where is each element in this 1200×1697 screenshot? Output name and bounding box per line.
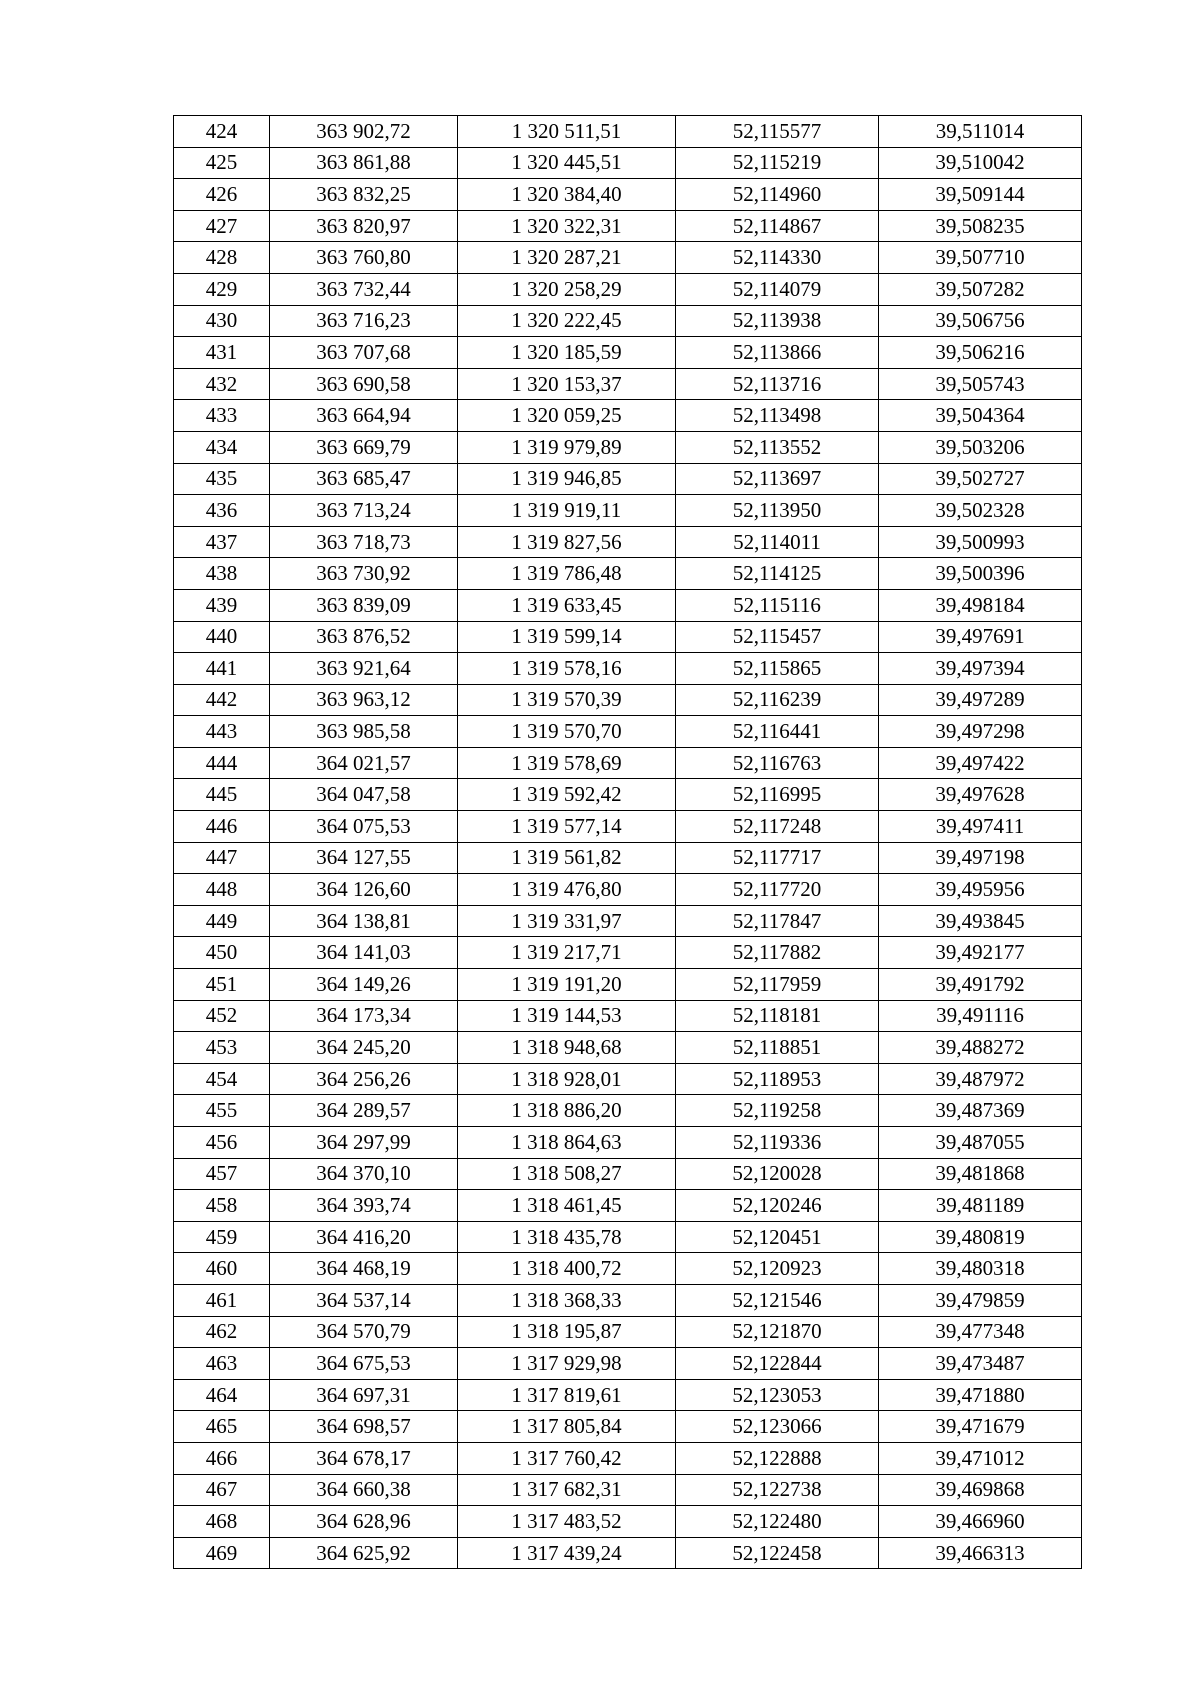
y-coordinate-cell: 1 319 217,71 [458, 937, 676, 969]
longitude-cell: 39,469868 [879, 1474, 1082, 1506]
longitude-cell: 39,506756 [879, 305, 1082, 337]
table-row [174, 1411, 1082, 1443]
longitude-cell: 39,487972 [879, 1063, 1082, 1095]
latitude-cell: 52,113716 [676, 368, 879, 400]
latitude-cell: 52,122888 [676, 1442, 879, 1474]
point-number-cell: 439 [174, 589, 270, 621]
x-coordinate-cell: 363 707,68 [270, 337, 458, 369]
longitude-cell: 39,508235 [879, 210, 1082, 242]
x-coordinate-cell: 363 713,24 [270, 495, 458, 527]
latitude-cell: 52,114079 [676, 273, 879, 305]
point-number-cell: 443 [174, 716, 270, 748]
point-number-cell: 460 [174, 1253, 270, 1285]
point-number-cell: 451 [174, 969, 270, 1001]
latitude-cell: 52,115219 [676, 147, 879, 179]
table-row [174, 937, 1082, 969]
latitude-cell: 52,118181 [676, 1000, 879, 1032]
latitude-cell: 52,123066 [676, 1411, 879, 1443]
longitude-cell: 39,507282 [879, 273, 1082, 305]
y-coordinate-cell: 1 320 445,51 [458, 147, 676, 179]
y-coordinate-cell: 1 319 919,11 [458, 495, 676, 527]
longitude-cell: 39,497289 [879, 684, 1082, 716]
latitude-cell: 52,113866 [676, 337, 879, 369]
latitude-cell: 52,115865 [676, 653, 879, 685]
point-number-cell: 458 [174, 1190, 270, 1222]
latitude-cell: 52,122844 [676, 1348, 879, 1380]
x-coordinate-cell: 364 537,14 [270, 1284, 458, 1316]
x-coordinate-cell: 363 839,09 [270, 589, 458, 621]
longitude-cell: 39,506216 [879, 337, 1082, 369]
latitude-cell: 52,121870 [676, 1316, 879, 1348]
y-coordinate-cell: 1 317 760,42 [458, 1442, 676, 1474]
point-number-cell: 437 [174, 526, 270, 558]
point-number-cell: 438 [174, 558, 270, 590]
y-coordinate-cell: 1 318 928,01 [458, 1063, 676, 1095]
longitude-cell: 39,497198 [879, 842, 1082, 874]
x-coordinate-cell: 363 716,23 [270, 305, 458, 337]
y-coordinate-cell: 1 318 368,33 [458, 1284, 676, 1316]
table-row [174, 337, 1082, 369]
table-row [174, 242, 1082, 274]
point-number-cell: 468 [174, 1506, 270, 1538]
longitude-cell: 39,497411 [879, 811, 1082, 843]
point-number-cell: 464 [174, 1379, 270, 1411]
point-number-cell: 433 [174, 400, 270, 432]
x-coordinate-cell: 364 173,34 [270, 1000, 458, 1032]
y-coordinate-cell: 1 318 864,63 [458, 1127, 676, 1159]
y-coordinate-cell: 1 319 570,70 [458, 716, 676, 748]
x-coordinate-cell: 364 127,55 [270, 842, 458, 874]
x-coordinate-cell: 364 675,53 [270, 1348, 458, 1380]
table-row [174, 684, 1082, 716]
y-coordinate-cell: 1 319 570,39 [458, 684, 676, 716]
longitude-cell: 39,497628 [879, 779, 1082, 811]
y-coordinate-cell: 1 319 599,14 [458, 621, 676, 653]
table-row [174, 905, 1082, 937]
latitude-cell: 52,113697 [676, 463, 879, 495]
longitude-cell: 39,507710 [879, 242, 1082, 274]
y-coordinate-cell: 1 319 578,16 [458, 653, 676, 685]
longitude-cell: 39,481868 [879, 1158, 1082, 1190]
y-coordinate-cell: 1 320 258,29 [458, 273, 676, 305]
point-number-cell: 444 [174, 747, 270, 779]
y-coordinate-cell: 1 319 578,69 [458, 747, 676, 779]
y-coordinate-cell: 1 319 979,89 [458, 431, 676, 463]
point-number-cell: 467 [174, 1474, 270, 1506]
point-number-cell: 426 [174, 179, 270, 211]
point-number-cell: 456 [174, 1127, 270, 1159]
table-row [174, 305, 1082, 337]
point-number-cell: 469 [174, 1537, 270, 1569]
x-coordinate-cell: 364 625,92 [270, 1537, 458, 1569]
x-coordinate-cell: 363 669,79 [270, 431, 458, 463]
table-row [174, 368, 1082, 400]
latitude-cell: 52,122480 [676, 1506, 879, 1538]
longitude-cell: 39,511014 [879, 116, 1082, 148]
longitude-cell: 39,477348 [879, 1316, 1082, 1348]
latitude-cell: 52,116763 [676, 747, 879, 779]
y-coordinate-cell: 1 320 511,51 [458, 116, 676, 148]
table-row [174, 1537, 1082, 1569]
longitude-cell: 39,471880 [879, 1379, 1082, 1411]
y-coordinate-cell: 1 318 400,72 [458, 1253, 676, 1285]
table-row [174, 1221, 1082, 1253]
longitude-cell: 39,497422 [879, 747, 1082, 779]
point-number-cell: 446 [174, 811, 270, 843]
y-coordinate-cell: 1 319 561,82 [458, 842, 676, 874]
longitude-cell: 39,500396 [879, 558, 1082, 590]
x-coordinate-cell: 363 861,88 [270, 147, 458, 179]
y-coordinate-cell: 1 318 195,87 [458, 1316, 676, 1348]
table-row [174, 1253, 1082, 1285]
x-coordinate-cell: 364 628,96 [270, 1506, 458, 1538]
y-coordinate-cell: 1 318 948,68 [458, 1032, 676, 1064]
longitude-cell: 39,466960 [879, 1506, 1082, 1538]
x-coordinate-cell: 363 664,94 [270, 400, 458, 432]
point-number-cell: 455 [174, 1095, 270, 1127]
point-number-cell: 424 [174, 116, 270, 148]
latitude-cell: 52,121546 [676, 1284, 879, 1316]
latitude-cell: 52,120246 [676, 1190, 879, 1222]
latitude-cell: 52,116441 [676, 716, 879, 748]
point-number-cell: 453 [174, 1032, 270, 1064]
y-coordinate-cell: 1 318 435,78 [458, 1221, 676, 1253]
longitude-cell: 39,503206 [879, 431, 1082, 463]
table-row [174, 1000, 1082, 1032]
x-coordinate-cell: 364 660,38 [270, 1474, 458, 1506]
x-coordinate-cell: 363 690,58 [270, 368, 458, 400]
latitude-cell: 52,118953 [676, 1063, 879, 1095]
point-number-cell: 441 [174, 653, 270, 685]
y-coordinate-cell: 1 319 786,48 [458, 558, 676, 590]
table-row [174, 431, 1082, 463]
table-row [174, 1506, 1082, 1538]
table-row [174, 1348, 1082, 1380]
x-coordinate-cell: 363 876,52 [270, 621, 458, 653]
latitude-cell: 52,115116 [676, 589, 879, 621]
point-number-cell: 452 [174, 1000, 270, 1032]
point-number-cell: 431 [174, 337, 270, 369]
x-coordinate-cell: 363 921,64 [270, 653, 458, 685]
coordinates-table-body [174, 116, 1082, 1569]
x-coordinate-cell: 363 685,47 [270, 463, 458, 495]
longitude-cell: 39,502328 [879, 495, 1082, 527]
point-number-cell: 448 [174, 874, 270, 906]
latitude-cell: 52,119258 [676, 1095, 879, 1127]
y-coordinate-cell: 1 317 929,98 [458, 1348, 676, 1380]
x-coordinate-cell: 364 697,31 [270, 1379, 458, 1411]
latitude-cell: 52,120028 [676, 1158, 879, 1190]
y-coordinate-cell: 1 317 805,84 [458, 1411, 676, 1443]
point-number-cell: 432 [174, 368, 270, 400]
longitude-cell: 39,492177 [879, 937, 1082, 969]
longitude-cell: 39,471012 [879, 1442, 1082, 1474]
point-number-cell: 459 [174, 1221, 270, 1253]
point-number-cell: 461 [174, 1284, 270, 1316]
table-row [174, 1032, 1082, 1064]
table-row [174, 653, 1082, 685]
x-coordinate-cell: 364 393,74 [270, 1190, 458, 1222]
table-row [174, 747, 1082, 779]
point-number-cell: 429 [174, 273, 270, 305]
latitude-cell: 52,118851 [676, 1032, 879, 1064]
latitude-cell: 52,114867 [676, 210, 879, 242]
point-number-cell: 436 [174, 495, 270, 527]
x-coordinate-cell: 363 832,25 [270, 179, 458, 211]
point-number-cell: 427 [174, 210, 270, 242]
table-row [174, 526, 1082, 558]
table-row [174, 1442, 1082, 1474]
table-row [174, 463, 1082, 495]
table-row [174, 716, 1082, 748]
y-coordinate-cell: 1 319 946,85 [458, 463, 676, 495]
longitude-cell: 39,487055 [879, 1127, 1082, 1159]
latitude-cell: 52,114330 [676, 242, 879, 274]
x-coordinate-cell: 364 075,53 [270, 811, 458, 843]
x-coordinate-cell: 363 820,97 [270, 210, 458, 242]
longitude-cell: 39,466313 [879, 1537, 1082, 1569]
y-coordinate-cell: 1 319 577,14 [458, 811, 676, 843]
y-coordinate-cell: 1 320 185,59 [458, 337, 676, 369]
table-row [174, 779, 1082, 811]
longitude-cell: 39,488272 [879, 1032, 1082, 1064]
y-coordinate-cell: 1 320 222,45 [458, 305, 676, 337]
latitude-cell: 52,123053 [676, 1379, 879, 1411]
table-row [174, 811, 1082, 843]
x-coordinate-cell: 364 149,26 [270, 969, 458, 1001]
y-coordinate-cell: 1 319 144,53 [458, 1000, 676, 1032]
table-row [174, 1316, 1082, 1348]
latitude-cell: 52,117882 [676, 937, 879, 969]
x-coordinate-cell: 364 678,17 [270, 1442, 458, 1474]
latitude-cell: 52,122458 [676, 1537, 879, 1569]
latitude-cell: 52,116995 [676, 779, 879, 811]
table-row [174, 1284, 1082, 1316]
table-row [174, 1190, 1082, 1222]
x-coordinate-cell: 364 138,81 [270, 905, 458, 937]
latitude-cell: 52,113950 [676, 495, 879, 527]
table-row [174, 116, 1082, 148]
y-coordinate-cell: 1 319 331,97 [458, 905, 676, 937]
x-coordinate-cell: 364 047,58 [270, 779, 458, 811]
x-coordinate-cell: 364 256,26 [270, 1063, 458, 1095]
x-coordinate-cell: 363 985,58 [270, 716, 458, 748]
latitude-cell: 52,117720 [676, 874, 879, 906]
y-coordinate-cell: 1 319 633,45 [458, 589, 676, 621]
table-row [174, 842, 1082, 874]
x-coordinate-cell: 364 698,57 [270, 1411, 458, 1443]
y-coordinate-cell: 1 320 059,25 [458, 400, 676, 432]
x-coordinate-cell: 364 021,57 [270, 747, 458, 779]
point-number-cell: 447 [174, 842, 270, 874]
longitude-cell: 39,497691 [879, 621, 1082, 653]
x-coordinate-cell: 364 245,20 [270, 1032, 458, 1064]
latitude-cell: 52,115457 [676, 621, 879, 653]
x-coordinate-cell: 364 370,10 [270, 1158, 458, 1190]
table-row [174, 558, 1082, 590]
point-number-cell: 457 [174, 1158, 270, 1190]
x-coordinate-cell: 364 416,20 [270, 1221, 458, 1253]
table-row [174, 1379, 1082, 1411]
y-coordinate-cell: 1 318 886,20 [458, 1095, 676, 1127]
table-row [174, 179, 1082, 211]
x-coordinate-cell: 363 730,92 [270, 558, 458, 590]
coordinates-table [173, 115, 1082, 1569]
y-coordinate-cell: 1 319 592,42 [458, 779, 676, 811]
point-number-cell: 465 [174, 1411, 270, 1443]
longitude-cell: 39,480318 [879, 1253, 1082, 1285]
point-number-cell: 449 [174, 905, 270, 937]
y-coordinate-cell: 1 318 461,45 [458, 1190, 676, 1222]
latitude-cell: 52,113552 [676, 431, 879, 463]
y-coordinate-cell: 1 317 819,61 [458, 1379, 676, 1411]
point-number-cell: 462 [174, 1316, 270, 1348]
point-number-cell: 435 [174, 463, 270, 495]
longitude-cell: 39,502727 [879, 463, 1082, 495]
y-coordinate-cell: 1 319 476,80 [458, 874, 676, 906]
point-number-cell: 466 [174, 1442, 270, 1474]
table-row [174, 969, 1082, 1001]
latitude-cell: 52,115577 [676, 116, 879, 148]
longitude-cell: 39,504364 [879, 400, 1082, 432]
table-row [174, 621, 1082, 653]
x-coordinate-cell: 363 963,12 [270, 684, 458, 716]
x-coordinate-cell: 364 570,79 [270, 1316, 458, 1348]
point-number-cell: 430 [174, 305, 270, 337]
longitude-cell: 39,473487 [879, 1348, 1082, 1380]
longitude-cell: 39,500993 [879, 526, 1082, 558]
table-row [174, 273, 1082, 305]
y-coordinate-cell: 1 320 384,40 [458, 179, 676, 211]
x-coordinate-cell: 364 468,19 [270, 1253, 458, 1285]
point-number-cell: 425 [174, 147, 270, 179]
latitude-cell: 52,117248 [676, 811, 879, 843]
latitude-cell: 52,116239 [676, 684, 879, 716]
longitude-cell: 39,498184 [879, 589, 1082, 621]
point-number-cell: 454 [174, 1063, 270, 1095]
longitude-cell: 39,481189 [879, 1190, 1082, 1222]
table-row [174, 589, 1082, 621]
point-number-cell: 463 [174, 1348, 270, 1380]
y-coordinate-cell: 1 320 287,21 [458, 242, 676, 274]
table-row [174, 1474, 1082, 1506]
point-number-cell: 440 [174, 621, 270, 653]
x-coordinate-cell: 364 141,03 [270, 937, 458, 969]
longitude-cell: 39,495956 [879, 874, 1082, 906]
longitude-cell: 39,471679 [879, 1411, 1082, 1443]
table-row [174, 1158, 1082, 1190]
y-coordinate-cell: 1 320 153,37 [458, 368, 676, 400]
table-row [174, 874, 1082, 906]
longitude-cell: 39,487369 [879, 1095, 1082, 1127]
longitude-cell: 39,497298 [879, 716, 1082, 748]
y-coordinate-cell: 1 317 439,24 [458, 1537, 676, 1569]
latitude-cell: 52,117847 [676, 905, 879, 937]
x-coordinate-cell: 363 732,44 [270, 273, 458, 305]
y-coordinate-cell: 1 318 508,27 [458, 1158, 676, 1190]
point-number-cell: 442 [174, 684, 270, 716]
latitude-cell: 52,117959 [676, 969, 879, 1001]
latitude-cell: 52,113498 [676, 400, 879, 432]
latitude-cell: 52,120923 [676, 1253, 879, 1285]
latitude-cell: 52,114960 [676, 179, 879, 211]
table-row [174, 147, 1082, 179]
latitude-cell: 52,114011 [676, 526, 879, 558]
latitude-cell: 52,117717 [676, 842, 879, 874]
table-row [174, 495, 1082, 527]
latitude-cell: 52,113938 [676, 305, 879, 337]
x-coordinate-cell: 364 126,60 [270, 874, 458, 906]
longitude-cell: 39,491116 [879, 1000, 1082, 1032]
longitude-cell: 39,497394 [879, 653, 1082, 685]
x-coordinate-cell: 363 902,72 [270, 116, 458, 148]
x-coordinate-cell: 364 289,57 [270, 1095, 458, 1127]
x-coordinate-cell: 364 297,99 [270, 1127, 458, 1159]
point-number-cell: 428 [174, 242, 270, 274]
table-row [174, 400, 1082, 432]
x-coordinate-cell: 363 718,73 [270, 526, 458, 558]
y-coordinate-cell: 1 317 682,31 [458, 1474, 676, 1506]
table-row [174, 1127, 1082, 1159]
point-number-cell: 450 [174, 937, 270, 969]
latitude-cell: 52,120451 [676, 1221, 879, 1253]
y-coordinate-cell: 1 319 191,20 [458, 969, 676, 1001]
longitude-cell: 39,493845 [879, 905, 1082, 937]
longitude-cell: 39,509144 [879, 179, 1082, 211]
latitude-cell: 52,122738 [676, 1474, 879, 1506]
longitude-cell: 39,479859 [879, 1284, 1082, 1316]
y-coordinate-cell: 1 320 322,31 [458, 210, 676, 242]
latitude-cell: 52,119336 [676, 1127, 879, 1159]
longitude-cell: 39,491792 [879, 969, 1082, 1001]
table-row [174, 1095, 1082, 1127]
point-number-cell: 434 [174, 431, 270, 463]
table-row [174, 1063, 1082, 1095]
longitude-cell: 39,510042 [879, 147, 1082, 179]
longitude-cell: 39,505743 [879, 368, 1082, 400]
point-number-cell: 445 [174, 779, 270, 811]
longitude-cell: 39,480819 [879, 1221, 1082, 1253]
table-row [174, 210, 1082, 242]
x-coordinate-cell: 363 760,80 [270, 242, 458, 274]
y-coordinate-cell: 1 319 827,56 [458, 526, 676, 558]
latitude-cell: 52,114125 [676, 558, 879, 590]
y-coordinate-cell: 1 317 483,52 [458, 1506, 676, 1538]
